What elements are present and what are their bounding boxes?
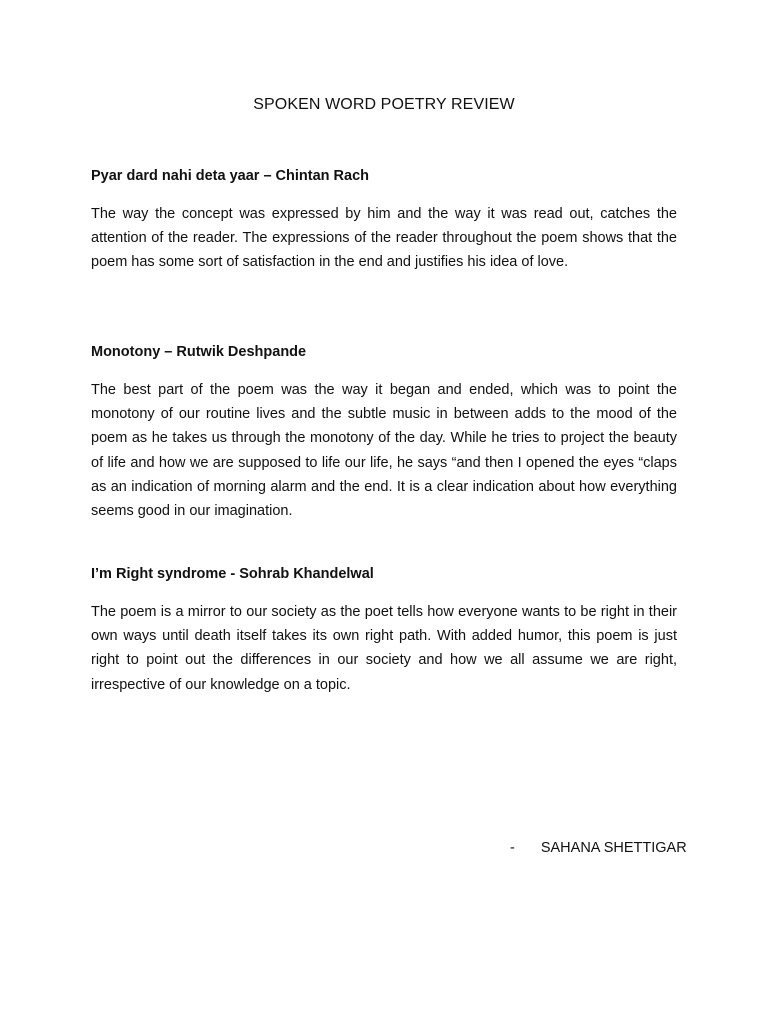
review-section-rutwik-deshpande <box>91 342 677 523</box>
section-body: The best part of the poem was the way it began and ended, which was to point the monotony of our routine lives and the subtle music in between adds to the mood of the poem as he takes us through the monotony of the day. While he tries to project the beauty of life and how we are supposed to life our life, he says “and then I opened the eyes “claps as an indication of morning alarm and the end. It is a clear indication about how everything seems good in our imagination. <box>91 382 677 520</box>
section-heading: Pyar dard nahi deta yaar – Chintan Rach <box>91 168 370 184</box>
section-heading: Monotony – Rutwik Deshpande <box>91 344 307 360</box>
document-title: SPOKEN WORD POETRY REVIEW <box>253 96 515 113</box>
review-section-sohrab-khandelwal <box>91 564 677 697</box>
section-body: The poem is a mirror to our society as the poet tells how everyone wants to be right in their own ways until death itself takes its own right path. With added humor, this poem is just right to point out the differences in our society and how we all assume we are right, irrespective of our knowledge on a topic. <box>91 604 677 693</box>
signature-dash: - <box>510 840 515 856</box>
section-body: The way the concept was expressed by him and the way it was read out, catches the attention of the reader. The expressions of the reader throughout the poem shows that the poem has some sort of satisfaction in the end and justifies his idea of love. <box>91 206 677 271</box>
signature-line <box>510 840 687 856</box>
signature-name: SAHANA SHETTIGAR <box>540 840 687 856</box>
review-section-chintan-rach <box>91 166 677 275</box>
section-heading: I’m Right syndrome - Sohrab Khandelwal <box>91 566 374 582</box>
